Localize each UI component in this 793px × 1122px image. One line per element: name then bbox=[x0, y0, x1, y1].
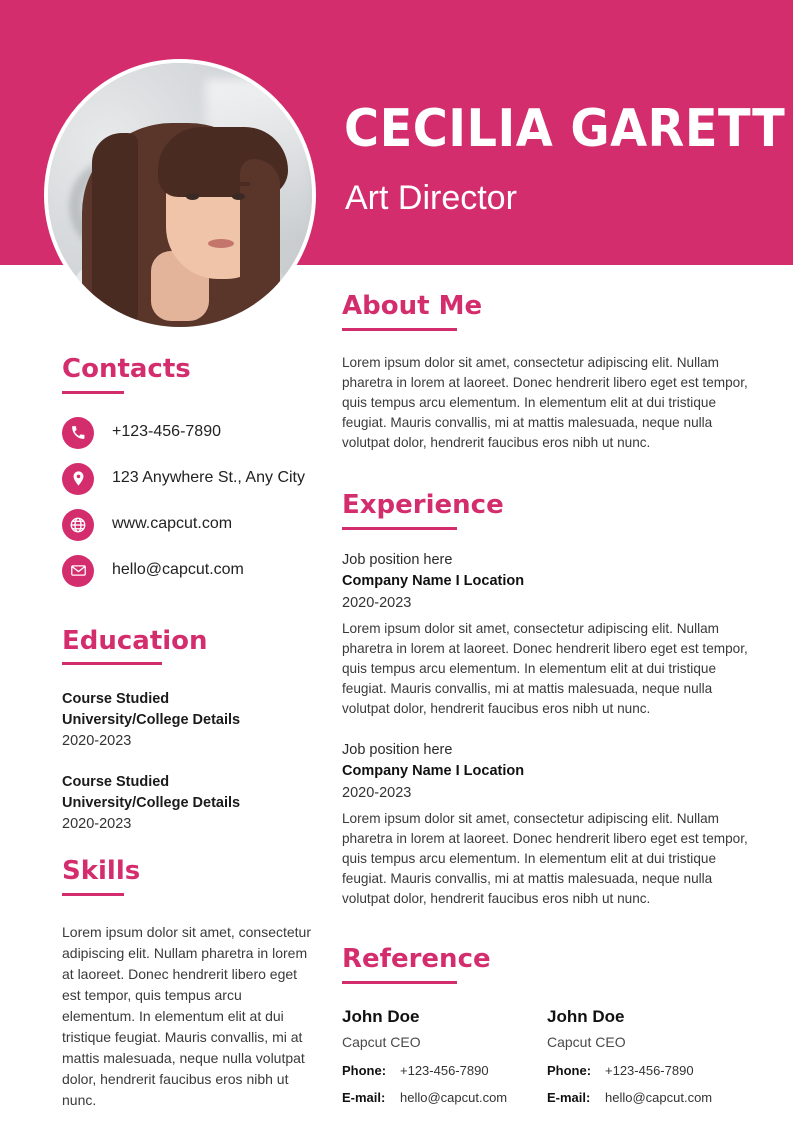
experience-section bbox=[342, 491, 752, 909]
avatar bbox=[44, 59, 316, 331]
reference-phone: +123-456-7890 bbox=[400, 1063, 489, 1079]
reference-role: Capcut CEO bbox=[342, 1034, 421, 1051]
envelope-icon bbox=[62, 555, 94, 587]
education-heading: Education bbox=[62, 625, 208, 656]
experience-date: 2020-2023 bbox=[342, 595, 412, 612]
page-title: CECILIA GARETT bbox=[344, 99, 786, 159]
section-divider bbox=[342, 527, 457, 530]
contact-address-text: 123 Anywhere St., Any City bbox=[112, 468, 305, 486]
contact-phone-text: +123-456-7890 bbox=[112, 422, 221, 440]
contacts-list bbox=[62, 420, 312, 587]
experience-item bbox=[342, 550, 752, 720]
phone-icon bbox=[62, 417, 94, 449]
section-divider bbox=[342, 328, 457, 331]
section-divider bbox=[62, 893, 124, 896]
reference-phone-row bbox=[547, 1063, 752, 1078]
portrait-brow-left bbox=[182, 182, 204, 186]
phone-label: Phone: bbox=[547, 1063, 592, 1079]
reference-name: John Doe bbox=[547, 1006, 625, 1026]
globe-icon bbox=[62, 509, 94, 541]
about-section bbox=[342, 292, 752, 453]
reference-section bbox=[342, 945, 752, 1105]
education-school: University/College Details bbox=[62, 712, 241, 729]
education-item bbox=[62, 689, 312, 752]
phone-label: Phone: bbox=[342, 1063, 387, 1079]
skills-heading: Skills bbox=[62, 856, 141, 887]
reference-email: hello@capcut.com bbox=[605, 1090, 713, 1106]
left-sidebar bbox=[62, 355, 312, 1111]
contact-email-text: hello@capcut.com bbox=[112, 560, 244, 578]
education-list bbox=[62, 689, 312, 835]
contact-item-address[interactable] bbox=[62, 466, 312, 495]
experience-position: Job position here bbox=[342, 551, 453, 568]
reference-name: John Doe bbox=[342, 1006, 420, 1026]
education-school: University/College Details bbox=[62, 795, 241, 812]
experience-description: Lorem ipsum dolor sit amet, consectetur adipiscing elit. Nullam pharetra in lorem at laoreet. Donec hendrerit libero eget est tempor, quis tempus arcu elementum. In elementum elit at dui tristique feugiat. Mauris convallis, mi at mattis malesuada, neque nulla volutpat dolor, hendrerit faucibus eros nibh ut nunc. bbox=[342, 810, 748, 907]
portrait-eye-left bbox=[186, 193, 199, 200]
experience-position: Job position here bbox=[342, 741, 453, 758]
reference-role: Capcut CEO bbox=[547, 1034, 626, 1051]
experience-company: Company Name I Location bbox=[342, 573, 525, 590]
experience-description: Lorem ipsum dolor sit amet, consectetur adipiscing elit. Nullam pharetra in lorem at laoreet. Donec hendrerit libero eget est tempor, quis tempus arcu elementum. In elementum elit at dui tristique feugiat. Mauris convallis, mi at mattis malesuada, neque nulla volutpat dolor, hendrerit faucibus eros nibh ut nunc. bbox=[342, 620, 748, 717]
experience-item bbox=[342, 740, 752, 910]
reference-heading: Reference bbox=[342, 944, 491, 975]
education-date: 2020-2023 bbox=[62, 816, 132, 833]
reference-email-row bbox=[342, 1090, 547, 1105]
about-heading: About Me bbox=[342, 291, 483, 321]
portrait-lips bbox=[208, 239, 234, 248]
skills-text: Lorem ipsum dolor sit amet, consectetur adipiscing elit. Nullam pharetra in lorem at laoreet. Donec hendrerit libero eget est tempor, quis tempus arcu elementum. In elementum elit at dui tristique feugiat. Mauris convallis, mi at mattis malesuada, neque nulla volutpat dolor, hendrerit faucibus eros nibh ut nunc. bbox=[62, 923, 311, 1108]
education-item bbox=[62, 772, 312, 835]
experience-date: 2020-2023 bbox=[342, 785, 412, 802]
section-divider bbox=[342, 981, 457, 984]
skills-section bbox=[62, 857, 312, 1111]
email-label: E-mail: bbox=[547, 1090, 591, 1106]
education-section bbox=[62, 627, 312, 836]
education-course: Course Studied bbox=[62, 691, 170, 708]
portrait-hair-left bbox=[92, 133, 138, 331]
main-content bbox=[342, 292, 752, 1105]
portrait-brow-right bbox=[228, 182, 250, 186]
about-text: Lorem ipsum dolor sit amet, consectetur adipiscing elit. Nullam pharetra in lorem at laoreet. Donec hendrerit libero eget est tempor, quis tempus arcu elementum. In elementum elit at dui tristique feugiat. Mauris convallis, mi at mattis malesuada, neque nulla volutpat dolor, hendrerit faucibus eros nibh ut nunc. bbox=[342, 354, 748, 451]
location-pin-icon bbox=[62, 463, 94, 495]
education-date: 2020-2023 bbox=[62, 733, 132, 750]
section-divider bbox=[62, 391, 124, 394]
contact-website-text: www.capcut.com bbox=[112, 514, 233, 532]
section-divider bbox=[62, 662, 162, 665]
reference-item bbox=[547, 1006, 752, 1105]
reference-email-row bbox=[547, 1090, 752, 1105]
contact-item-website[interactable] bbox=[62, 512, 312, 541]
contact-item-email[interactable] bbox=[62, 558, 312, 587]
contacts-heading: Contacts bbox=[62, 354, 191, 384]
contacts-section bbox=[62, 355, 312, 587]
reference-list bbox=[342, 1006, 752, 1105]
reference-phone-row bbox=[342, 1063, 547, 1078]
email-label: E-mail: bbox=[342, 1090, 386, 1106]
experience-company: Company Name I Location bbox=[342, 763, 525, 780]
job-title-subtitle: Art Director bbox=[345, 179, 517, 217]
reference-email: hello@capcut.com bbox=[400, 1090, 508, 1106]
education-course: Course Studied bbox=[62, 774, 170, 791]
experience-heading: Experience bbox=[342, 490, 504, 521]
reference-phone: +123-456-7890 bbox=[605, 1063, 694, 1079]
reference-item bbox=[342, 1006, 547, 1105]
contact-item-phone[interactable] bbox=[62, 420, 312, 449]
portrait-eye-right bbox=[232, 193, 245, 200]
